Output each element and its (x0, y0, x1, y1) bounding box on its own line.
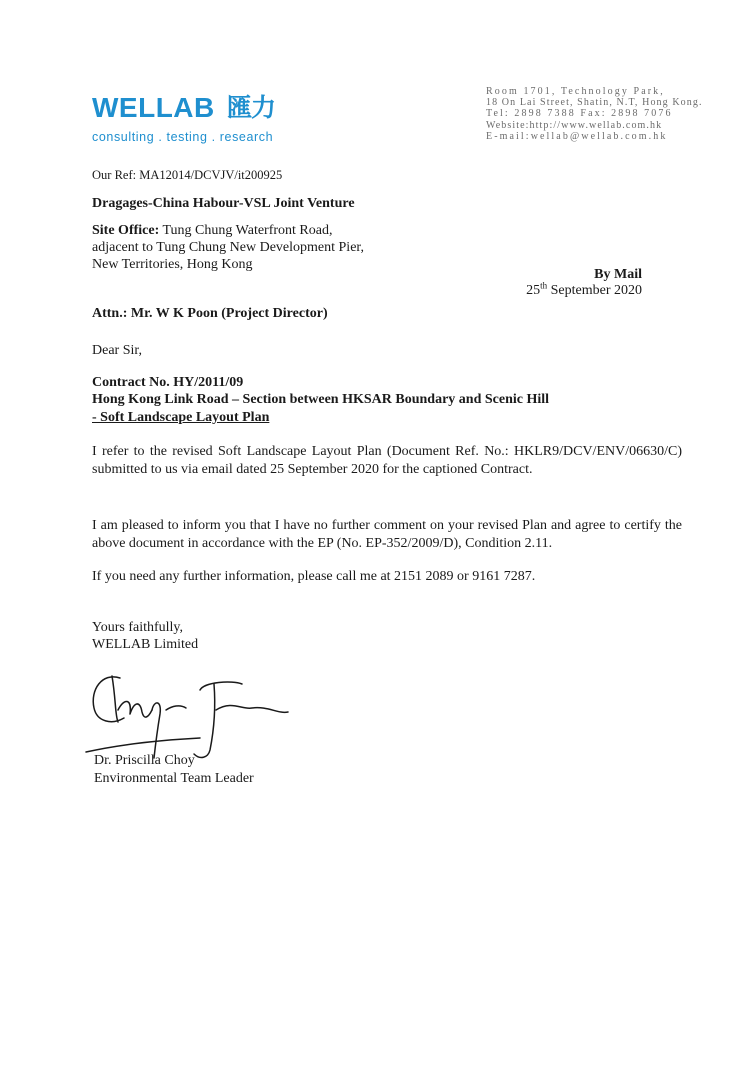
company-logo-chinese: 匯力 (227, 93, 276, 122)
attention-line: Attn.: Mr. W K Poon (Project Director) (92, 306, 328, 321)
subject-title: Hong Kong Link Road – Section between HKSAR Boundary and Scenic Hill (92, 392, 550, 407)
date-rest: September 2020 (547, 283, 642, 298)
phone-fax-line: Tel: 2898 7388 Fax: 2898 7076 (486, 108, 673, 120)
body-paragraph-1: I refer to the revised Soft Landscape Layout Plan (Document Ref. No.: HKLR9/DCV/ENV/06630/C) submitted to us via email dated 25 September 2020 for the captioned Contract. (92, 444, 682, 477)
signer-name: Dr. Priscilla Choy (94, 753, 195, 768)
letterhead-address (486, 86, 703, 142)
signer-title: Environmental Team Leader (94, 771, 254, 786)
salutation: Dear Sir, (92, 343, 142, 358)
site-office-label: Site Office: (92, 223, 160, 238)
company-logo-wordmark: WELLAB (92, 92, 215, 123)
subject-document: - Soft Landscape Layout Plan (92, 410, 270, 425)
site-office-line2: adjacent to Tung Chung New Development Pier, (92, 240, 365, 255)
website-line: Website:http://www.wellab.com.hk (486, 119, 663, 131)
subject-contract-no: Contract No. HY/2011/09 (92, 375, 244, 390)
handwritten-signature (82, 670, 312, 765)
body-paragraph-2: I am pleased to inform you that I have no further comment on your revised Plan and agree to certify the above document in accordance with the EP (No. EP-352/2009/D), Condition 2.11. (92, 518, 682, 551)
email-line: E-mail:wellab@wellab.com.hk (486, 130, 668, 142)
body-paragraph-3: If you need any further information, please call me at 2151 2089 or 9161 7287. (92, 569, 536, 584)
closing-company: WELLAB Limited (92, 637, 199, 652)
letter-date (462, 282, 642, 299)
closing: Yours faithfully, (92, 620, 184, 635)
address-line: Room 1701, Technology Park, (486, 86, 665, 97)
company-tagline: consulting . testing . research (92, 130, 274, 144)
site-office-address: Tung Chung Waterfront Road, (159, 223, 333, 238)
date-day: 25 (526, 283, 541, 298)
our-reference: Our Ref: MA12014/DCVJV/it200925 (92, 168, 283, 182)
site-office-line3: New Territories, Hong Kong (92, 257, 253, 272)
date-suffix: th (540, 280, 548, 291)
address-line: 18 On Lai Street, Shatin, N.T, Hong Kong. (486, 97, 703, 109)
site-office-line1 (92, 222, 332, 239)
delivery-method: By Mail (594, 267, 642, 282)
recipient-company: Dragages-China Habour-VSL Joint Venture (92, 196, 355, 211)
